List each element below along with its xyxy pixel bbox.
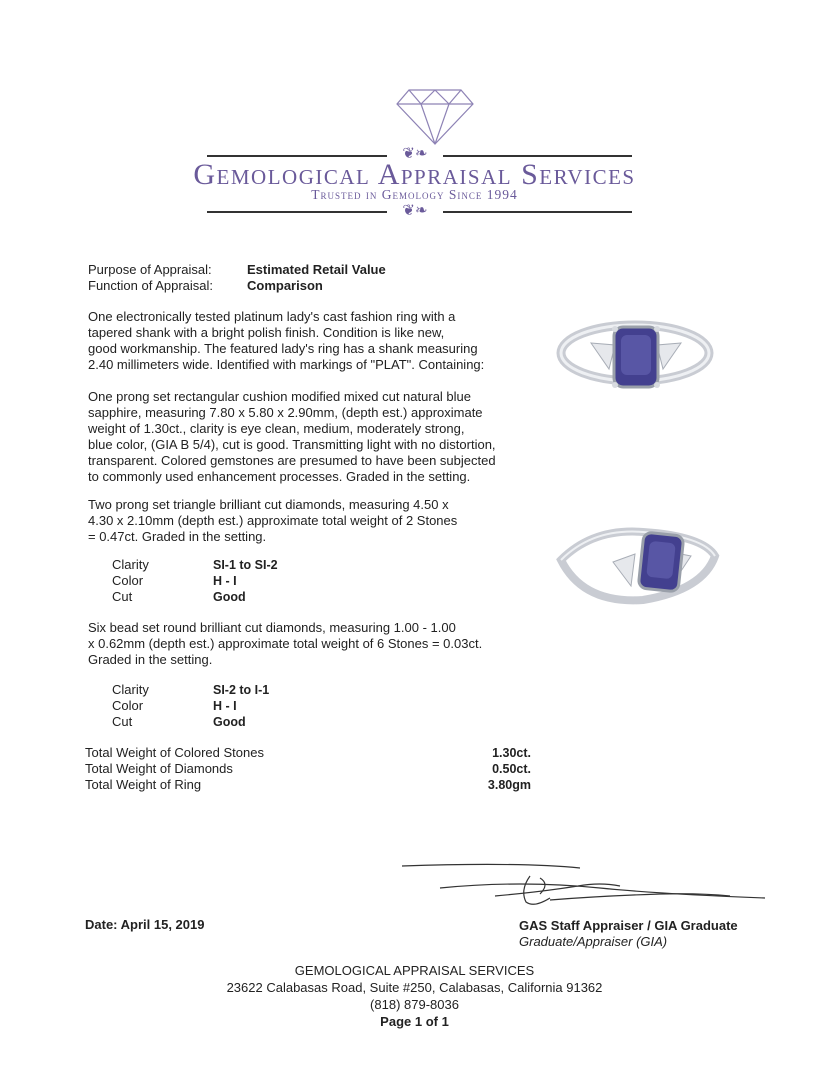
appraiser-signature bbox=[400, 858, 770, 918]
triangle-diamond-description bbox=[88, 497, 528, 545]
description-line: Graded in the setting. bbox=[88, 652, 213, 667]
description-line: 4.30 x 2.10mm (depth est.) approximate total weight of 2 Stones bbox=[88, 513, 458, 528]
sapphire-description bbox=[88, 389, 528, 485]
page-number: Page 1 of 1 bbox=[380, 1014, 449, 1029]
grade-color-label: Color bbox=[112, 573, 144, 588]
description-line: tapered shank with a bright polish finish. Condition is like new, bbox=[88, 325, 445, 340]
grade-cut-label: Cut bbox=[112, 714, 133, 729]
header-rule-bottom-right bbox=[443, 211, 632, 213]
appraisal-date: Date: April 15, 2019 bbox=[85, 917, 205, 932]
total-diamonds-label: Total Weight of Diamonds bbox=[85, 761, 233, 776]
company-title: Gemological Appraisal Services bbox=[193, 158, 636, 191]
header-rule-top-left bbox=[207, 155, 387, 157]
total-ring-label: Total Weight of Ring bbox=[85, 777, 202, 792]
description-line: Two prong set triangle brilliant cut diamonds, measuring 4.50 x bbox=[88, 497, 449, 512]
description-line: blue color, (GIA B 5/4), cut is good. Transmitting light with no distortion, bbox=[88, 437, 496, 452]
header-rule-bottom-left bbox=[207, 211, 387, 213]
function-label: Function of Appraisal: bbox=[88, 278, 214, 293]
grade-cut-label: Cut bbox=[112, 589, 133, 604]
appraiser-subtitle: Graduate/Appraiser (GIA) bbox=[519, 934, 668, 949]
description-line: = 0.47ct. Graded in the setting. bbox=[88, 529, 267, 544]
diamond-logo-icon bbox=[395, 86, 475, 146]
header-rule-top-right bbox=[443, 155, 632, 157]
grade-cut-value: Good bbox=[213, 715, 246, 729]
description-line: sapphire, measuring 7.80 x 5.80 x 2.90mm, (depth est.) approximate bbox=[88, 405, 483, 420]
appraiser-title: GAS Staff Appraiser / GIA Graduate bbox=[519, 918, 738, 933]
total-colored-value: 1.30ct. bbox=[492, 746, 531, 760]
description-line: One electronically tested platinum lady's cast fashion ring with a bbox=[88, 309, 456, 324]
flourish-ornament-icon: ❦❧ bbox=[402, 144, 428, 162]
grade-color-value: H - I bbox=[213, 699, 237, 713]
ring-photo-top-view bbox=[553, 305, 723, 400]
grade-clarity-value: SI-1 to SI-2 bbox=[213, 558, 278, 572]
description-line: weight of 1.30ct., clarity is eye clean, medium, moderately strong, bbox=[88, 421, 465, 436]
total-ring-value: 3.80gm bbox=[487, 778, 531, 792]
grade-clarity-label: Clarity bbox=[112, 557, 149, 572]
grade-clarity-label: Clarity bbox=[112, 682, 149, 697]
grade-cut-value: Good bbox=[213, 590, 246, 604]
total-colored-label: Total Weight of Colored Stones bbox=[85, 745, 264, 760]
footer-address: 23622 Calabasas Road, Suite #250, Calabasas, California 91362 bbox=[226, 980, 603, 995]
description-line: to commonly used enhancement processes. Graded in the setting. bbox=[88, 469, 471, 484]
ring-description bbox=[88, 309, 528, 373]
footer-company: GEMOLOGICAL APPRAISAL SERVICES bbox=[294, 963, 535, 978]
purpose-value: Estimated Retail Value bbox=[247, 262, 386, 277]
purpose-label: Purpose of Appraisal: bbox=[88, 262, 212, 277]
description-line: transparent. Colored gemstones are presumed to have been subjected bbox=[88, 453, 496, 468]
description-line: x 0.62mm (depth est.) approximate total weight of 6 Stones = 0.03ct. bbox=[88, 636, 483, 651]
flourish-ornament-icon: ❦❧ bbox=[402, 201, 428, 219]
grade-color-label: Color bbox=[112, 698, 144, 713]
round-diamond-description bbox=[88, 620, 528, 668]
grade-clarity-value: SI-2 to I-1 bbox=[213, 683, 270, 697]
total-diamonds-value: 0.50ct. bbox=[492, 762, 531, 776]
grade-color-value: H - I bbox=[213, 574, 237, 588]
function-value: Comparison bbox=[247, 278, 323, 293]
ring-photo-angle-view bbox=[553, 520, 723, 610]
footer-phone: (818) 879-8036 bbox=[370, 997, 459, 1012]
description-line: Six bead set round brilliant cut diamonds, measuring 1.00 - 1.00 bbox=[88, 620, 456, 635]
description-line: One prong set rectangular cushion modified mixed cut natural blue bbox=[88, 389, 471, 404]
company-tagline: Trusted in Gemology Since 1994 bbox=[311, 187, 518, 202]
description-line: 2.40 millimeters wide. Identified with markings of "PLAT". Containing: bbox=[88, 357, 485, 372]
description-line: good workmanship. The featured lady's ring has a shank measuring bbox=[88, 341, 478, 356]
